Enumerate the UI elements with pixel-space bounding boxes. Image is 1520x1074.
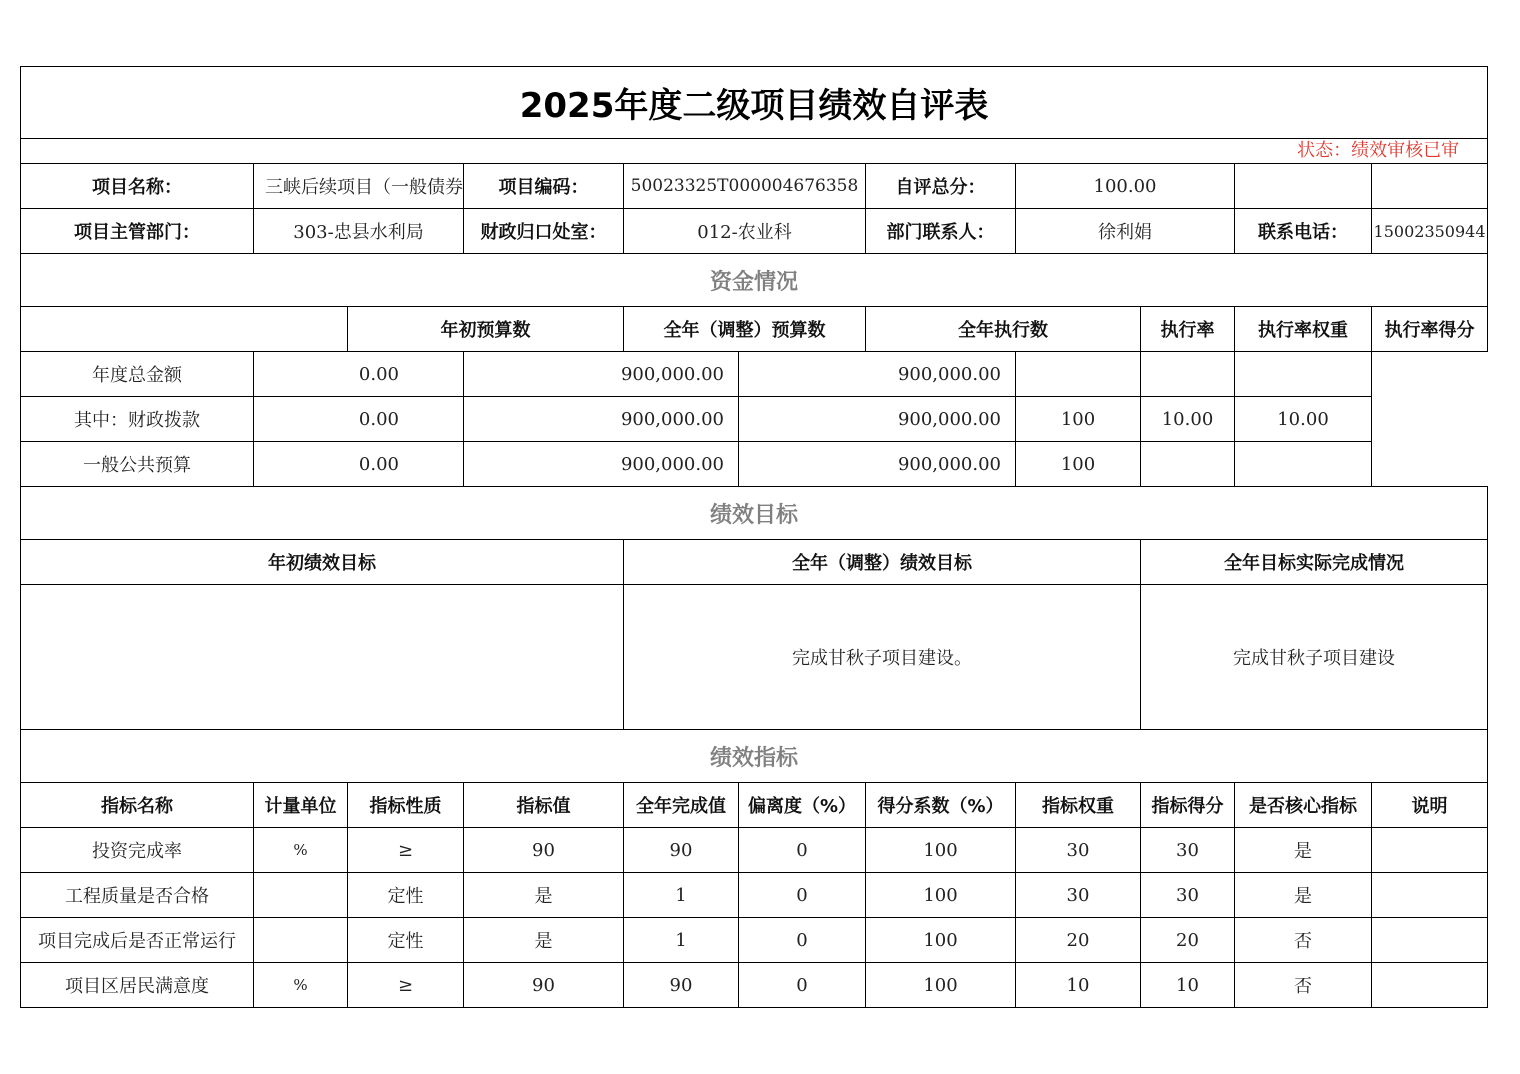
page-title: 2025年度二级项目绩效自评表 <box>21 67 1488 139</box>
fund-executed: 900,000.00 <box>739 397 1016 442</box>
ind-unit <box>254 873 348 918</box>
ind-unit: % <box>254 828 348 873</box>
ind-note <box>1372 828 1488 873</box>
ind-coefficient: 100 <box>866 963 1016 1008</box>
goal-adjusted-text: 完成甘秋子项目建设。 <box>624 585 1141 730</box>
project-name-label: 项目名称： <box>21 164 254 209</box>
funds-header-executed: 全年执行数 <box>866 307 1141 352</box>
ind-header-value: 指标值 <box>464 783 624 828</box>
funds-header-initial: 年初预算数 <box>348 307 624 352</box>
funds-header-weight: 执行率权重 <box>1235 307 1372 352</box>
project-code-label: 项目编码： <box>464 164 624 209</box>
ind-score: 20 <box>1141 918 1235 963</box>
ind-header-nature: 指标性质 <box>348 783 464 828</box>
ind-core: 否 <box>1235 963 1372 1008</box>
table-row <box>21 397 1488 442</box>
table-row <box>21 963 1488 1008</box>
ind-header-weight: 指标权重 <box>1016 783 1141 828</box>
goal-initial-text <box>21 585 624 730</box>
fund-initial: 0.00 <box>254 442 464 487</box>
ind-header-score: 指标得分 <box>1141 783 1235 828</box>
contact-value: 徐利娟 <box>1016 209 1235 254</box>
ind-weight: 10 <box>1016 963 1141 1008</box>
ind-note <box>1372 918 1488 963</box>
ind-note <box>1372 963 1488 1008</box>
project-code-value: 50023325T000004676358 <box>624 164 866 209</box>
ind-name: 项目完成后是否正常运行 <box>21 918 254 963</box>
table-row <box>21 873 1488 918</box>
self-evaluation-sheet <box>20 66 1487 1008</box>
ind-nature: 定性 <box>348 918 464 963</box>
fund-weight <box>1141 352 1235 397</box>
fund-score: 10.00 <box>1235 397 1372 442</box>
ind-header-completed: 全年完成值 <box>624 783 739 828</box>
ind-completed: 90 <box>624 828 739 873</box>
ind-core: 是 <box>1235 828 1372 873</box>
table-row <box>21 352 1488 397</box>
fund-weight <box>1141 442 1235 487</box>
fund-executed: 900,000.00 <box>739 352 1016 397</box>
ind-score: 30 <box>1141 828 1235 873</box>
department-label: 项目主管部门： <box>21 209 254 254</box>
goals-header-adjusted: 全年（调整）绩效目标 <box>624 540 1141 585</box>
ind-score: 30 <box>1141 873 1235 918</box>
ind-deviation: 0 <box>739 873 866 918</box>
empty-cell <box>1235 164 1372 209</box>
contact-label: 部门联系人： <box>866 209 1016 254</box>
ind-coefficient: 100 <box>866 873 1016 918</box>
ind-note <box>1372 873 1488 918</box>
funds-header-blank <box>21 307 348 352</box>
self-score-value: 100.00 <box>1016 164 1235 209</box>
goals-section-title: 绩效目标 <box>21 487 1488 540</box>
ind-unit <box>254 918 348 963</box>
fund-rate: 100 <box>1016 397 1141 442</box>
fund-executed: 900,000.00 <box>739 442 1016 487</box>
ind-unit: % <box>254 963 348 1008</box>
ind-header-deviation: 偏离度（%） <box>739 783 866 828</box>
ind-value: 是 <box>464 873 624 918</box>
phone-value: 15002350944 <box>1372 209 1488 254</box>
ind-value: 90 <box>464 828 624 873</box>
funds-header-score: 执行率得分 <box>1372 307 1488 352</box>
ind-core: 是 <box>1235 873 1372 918</box>
table-row <box>21 918 1488 963</box>
ind-value: 90 <box>464 963 624 1008</box>
fund-name: 年度总金额 <box>21 352 254 397</box>
fund-name: 其中：财政拨款 <box>21 397 254 442</box>
funds-section-title: 资金情况 <box>21 254 1488 307</box>
finance-office-value: 012-农业科 <box>624 209 866 254</box>
fund-initial: 0.00 <box>254 397 464 442</box>
phone-label: 联系电话： <box>1235 209 1372 254</box>
department-value: 303-忠县水利局 <box>254 209 464 254</box>
indicators-section-title: 绩效指标 <box>21 730 1488 783</box>
self-score-label: 自评总分： <box>866 164 1016 209</box>
ind-header-unit: 计量单位 <box>254 783 348 828</box>
funds-header-adjusted: 全年（调整）预算数 <box>624 307 866 352</box>
ind-weight: 30 <box>1016 873 1141 918</box>
ind-nature: 定性 <box>348 873 464 918</box>
ind-completed: 1 <box>624 918 739 963</box>
ind-weight: 30 <box>1016 828 1141 873</box>
project-name-value: 三峡后续项目（一般债券 <box>254 164 464 209</box>
fund-score <box>1235 442 1372 487</box>
goals-header-initial: 年初绩效目标 <box>21 540 624 585</box>
ind-deviation: 0 <box>739 828 866 873</box>
fund-score <box>1235 352 1372 397</box>
fund-adjusted: 900,000.00 <box>464 352 739 397</box>
ind-name: 工程质量是否合格 <box>21 873 254 918</box>
fund-rate <box>1016 352 1141 397</box>
ind-coefficient: 100 <box>866 918 1016 963</box>
ind-value: 是 <box>464 918 624 963</box>
ind-header-name: 指标名称 <box>21 783 254 828</box>
table-row <box>21 828 1488 873</box>
ind-deviation: 0 <box>739 918 866 963</box>
ind-completed: 90 <box>624 963 739 1008</box>
fund-adjusted: 900,000.00 <box>464 442 739 487</box>
table-row <box>21 442 1488 487</box>
status-badge: 状态：绩效审核已审 <box>21 139 1488 164</box>
ind-core: 否 <box>1235 918 1372 963</box>
ind-header-coefficient: 得分系数（%） <box>866 783 1016 828</box>
ind-name: 投资完成率 <box>21 828 254 873</box>
ind-coefficient: 100 <box>866 828 1016 873</box>
ind-header-note: 说明 <box>1372 783 1488 828</box>
fund-initial: 0.00 <box>254 352 464 397</box>
ind-nature: ≥ <box>348 828 464 873</box>
ind-completed: 1 <box>624 873 739 918</box>
goals-header-actual: 全年目标实际完成情况 <box>1141 540 1488 585</box>
evaluation-table <box>20 66 1488 1008</box>
ind-weight: 20 <box>1016 918 1141 963</box>
funds-header-rate: 执行率 <box>1141 307 1235 352</box>
ind-header-core: 是否核心指标 <box>1235 783 1372 828</box>
ind-nature: ≥ <box>348 963 464 1008</box>
ind-name: 项目区居民满意度 <box>21 963 254 1008</box>
ind-deviation: 0 <box>739 963 866 1008</box>
fund-name: 一般公共预算 <box>21 442 254 487</box>
empty-cell <box>1372 164 1488 209</box>
fund-weight: 10.00 <box>1141 397 1235 442</box>
goal-actual-text: 完成甘秋子项目建设 <box>1141 585 1488 730</box>
fund-rate: 100 <box>1016 442 1141 487</box>
ind-score: 10 <box>1141 963 1235 1008</box>
finance-office-label: 财政归口处室： <box>464 209 624 254</box>
fund-adjusted: 900,000.00 <box>464 397 739 442</box>
